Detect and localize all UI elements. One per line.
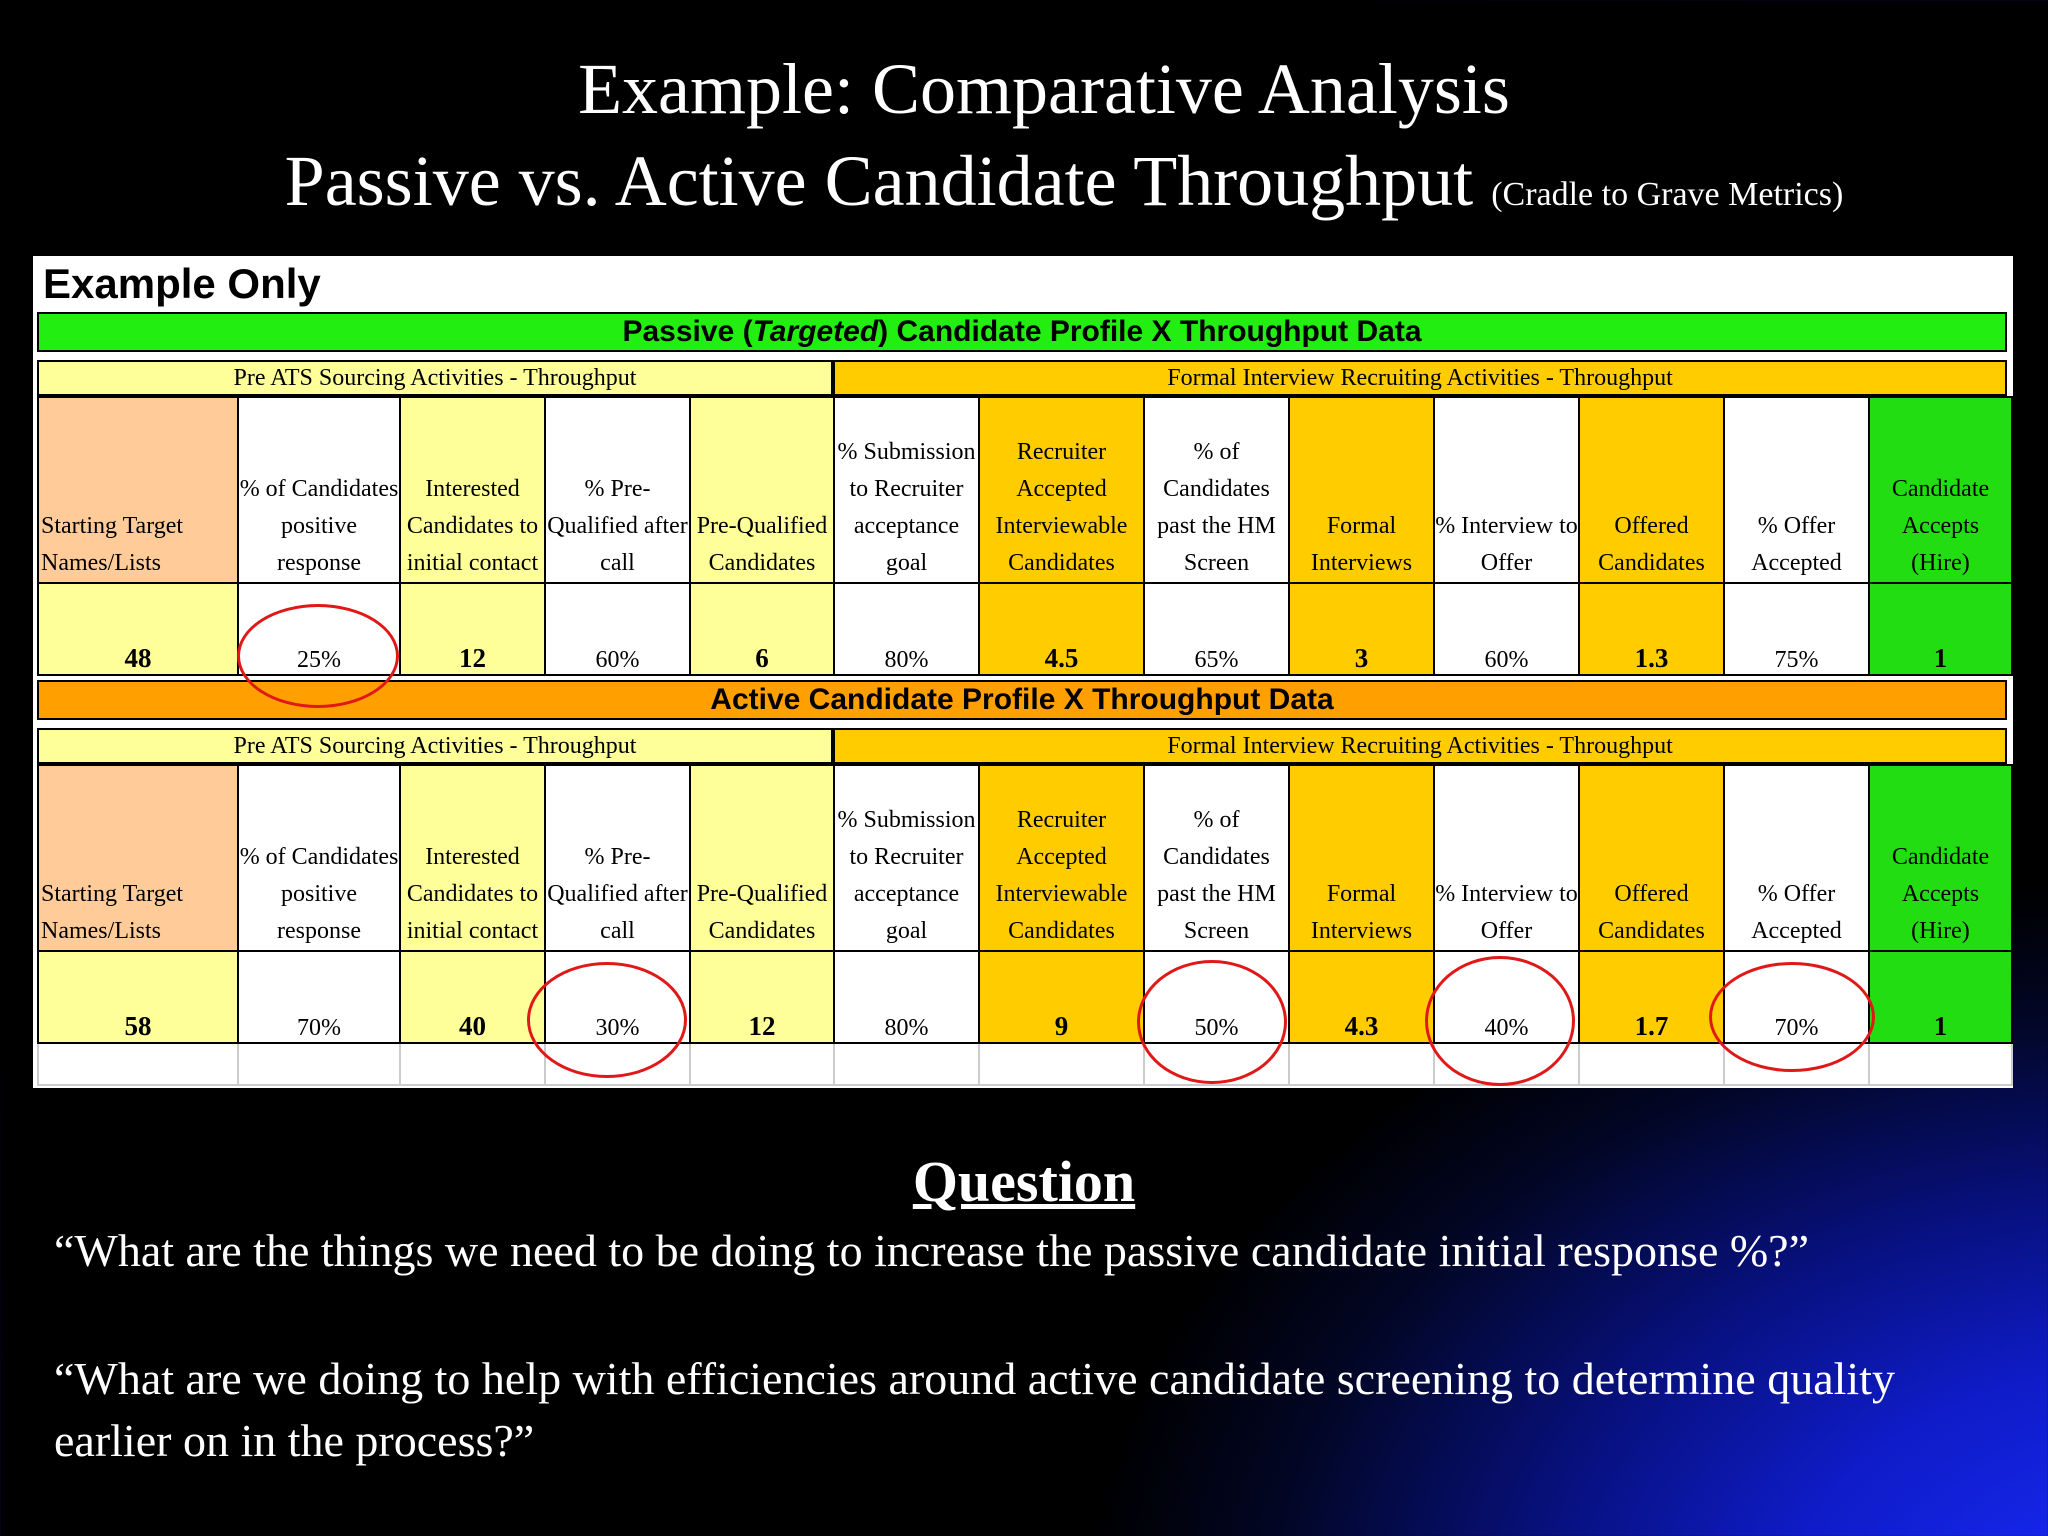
active-col-header: % Offer Accepted [1724,765,1869,951]
active-col-header: % Interview to Offer [1434,765,1579,951]
active-section-left: Pre ATS Sourcing Activities - Throughput [37,728,833,764]
active-value: 12 [690,951,834,1043]
passive-section-right: Formal Interview Recruiting Activities - Throughput [833,360,2007,396]
empty-cell [690,1043,834,1085]
sheet-label: Example Only [43,260,321,307]
passive-col-header: % of Candidates positive response [238,397,400,583]
passive-col-header: Interested Candidates to initial contact [400,397,545,583]
empty-cell [38,1043,238,1085]
active-band: Active Candidate Profile X Throughput Data [37,680,2007,720]
active-col-header: % Submission to Recruiter acceptance goal [834,765,979,951]
highlight-ellipse [527,962,687,1078]
active-value: 40 [400,951,545,1043]
highlight-ellipse [237,604,399,708]
active-value: 50% [1144,951,1289,1043]
active-col-header: Recruiter Accepted Interviewable Candidates [979,765,1144,951]
active-col-header: Formal Interviews [1289,765,1434,951]
passive-col-header: Starting Target Names/Lists [38,397,238,583]
empty-row [38,1043,2012,1085]
subtitle-note: (Cradle to Grave Metrics) [1491,176,1844,213]
passive-value: 6 [690,583,834,675]
passive-value: 12 [400,583,545,675]
empty-cell [1579,1043,1724,1085]
active-value: 30% [545,951,690,1043]
slide-subtitle [40,140,2048,223]
passive-col-header: Candidate Accepts (Hire) [1869,397,2012,583]
spreadsheet [33,256,2013,1088]
slide-title: Example: Comparative Analysis [578,49,1510,129]
empty-cell [1869,1043,2012,1085]
passive-col-header: Recruiter Accepted Interviewable Candidates [979,397,1144,583]
passive-header-row [38,397,2012,583]
passive-value: 48 [38,583,238,675]
active-col-header: Interested Candidates to initial contact [400,765,545,951]
passive-value: 65% [1144,583,1289,675]
empty-cell [238,1043,400,1085]
active-header-row [38,765,2012,951]
passive-col-header: % Interview to Offer [1434,397,1579,583]
empty-cell [1289,1043,1434,1085]
passive-band-prefix: Passive ( [622,315,753,348]
passive-value: 3 [1289,583,1434,675]
highlight-ellipse [1709,962,1875,1072]
passive-col-header: Pre-Qualified Candidates [690,397,834,583]
passive-band [37,312,2007,352]
active-value: 1 [1869,951,2012,1043]
passive-value: 1 [1869,583,2012,675]
passive-value: 60% [545,583,690,675]
active-value: 1.7 [1579,951,1724,1043]
active-col-header: % of Candidates past the HM Screen [1144,765,1289,951]
question-text: “What are we doing to help with efficiencies around active candidate screening to determine quality earlier on in the process?” [54,1353,1895,1466]
active-col-header: Starting Target Names/Lists [38,765,238,951]
passive-col-header: % Submission to Recruiter acceptance goal [834,397,979,583]
active-value: 70% [1724,951,1869,1043]
passive-col-header: % Offer Accepted [1724,397,1869,583]
active-value: 4.3 [1289,951,1434,1043]
passive-value: 60% [1434,583,1579,675]
active-value: 70% [238,951,400,1043]
subtitle-main: Passive vs. Active Candidate Throughput [284,141,1474,221]
passive-col-header: Formal Interviews [1289,397,1434,583]
active-value: 9 [979,951,1144,1043]
question-text: “What are the things we need to be doing to increase the passive candidate initial response %?” [54,1225,1810,1276]
active-col-header: Offered Candidates [1579,765,1724,951]
active-col-header: % Pre-Qualified after call [545,765,690,951]
passive-col-header: % of Candidates past the HM Screen [1144,397,1289,583]
passive-col-header: % Pre-Qualified after call [545,397,690,583]
passive-band-italic: Targeted [752,315,879,348]
highlight-ellipse [1137,960,1287,1084]
passive-value: 1.3 [1579,583,1724,675]
passive-col-header: Offered Candidates [1579,397,1724,583]
active-section-right: Formal Interview Recruiting Activities - Throughput [833,728,2007,764]
passive-value: 75% [1724,583,1869,675]
active-value: 80% [834,951,979,1043]
passive-value: 25% [238,583,400,675]
active-col-header: % of Candidates positive response [238,765,400,951]
active-value: 58 [38,951,238,1043]
empty-cell [400,1043,545,1085]
passive-section-left: Pre ATS Sourcing Activities - Throughput [37,360,833,396]
highlight-ellipse [1425,956,1575,1086]
active-col-header: Candidate Accepts (Hire) [1869,765,2012,951]
active-col-header: Pre-Qualified Candidates [690,765,834,951]
passive-band-suffix: ) Candidate Profile X Throughput Data [878,315,1422,348]
passive-value: 80% [834,583,979,675]
passive-value: 4.5 [979,583,1144,675]
question-heading: Question [912,1149,1136,1214]
empty-cell [834,1043,979,1085]
empty-cell [979,1043,1144,1085]
active-value: 40% [1434,951,1579,1043]
